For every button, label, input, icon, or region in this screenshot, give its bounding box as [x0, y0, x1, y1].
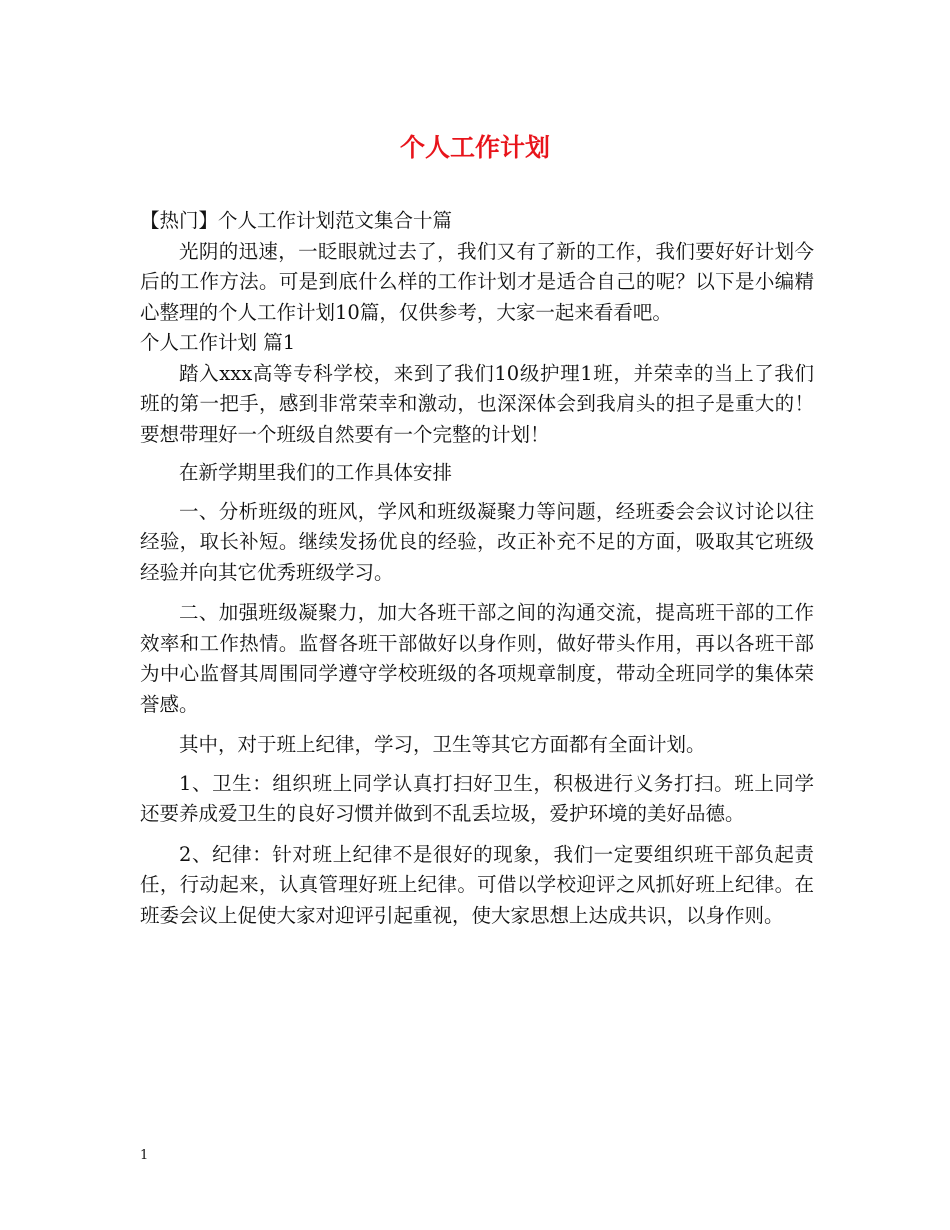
body-paragraph: 2、纪律：针对班上纪律不是很好的现象，我们一定要组织班干部负起责任，行动起来，认真管理好班上纪律。可借以学校迎评之风抓好班上纪律。在班委会议上促使大家对迎评引起重视，使大家思想上达成共识，以身作则。: [140, 842, 814, 927]
document-subtitle: 【热门】个人工作计划范文集合十篇: [140, 209, 453, 232]
body-paragraph: 一、分析班级的班风，学风和班级凝聚力等问题，经班委会会议讨论以往经验，取长补短。继续发扬优良的经验，改正补充不足的方面，吸取其它班级经验并向其它优秀班级学习。: [140, 499, 814, 584]
section-heading: 个人工作计划 篇1: [140, 331, 296, 354]
page-number: 1: [140, 1148, 149, 1163]
intro-paragraph: 光阴的迅速，一眨眼就过去了，我们又有了新的工作，我们要好好计划今后的工作方法。可是到底什么样的工作计划才是适合自己的呢？以下是小编精心整理的个人工作计划10篇，仅供参考，大家一起来看看吧。: [140, 239, 814, 324]
body-paragraph: 二、加强班级凝聚力，加大各班干部之间的沟通交流，提高班干部的工作效率和工作热情。监督各班干部做好以身作则，做好带头作用，再以各班干部为中心监督其周围同学遵守学校班级的各项规章制度，带动全班同学的集体荣誉感。: [140, 601, 814, 716]
body-paragraph: 在新学期里我们的工作具体安排: [179, 461, 453, 484]
body-paragraph: 1、卫生：组织班上同学认真打扫好卫生，积极进行义务打扫。班上同学还要养成爱卫生的良好习惯并做到不乱丢垃圾，爱护环境的美好品德。: [140, 771, 814, 825]
body-paragraph: 其中，对于班上纪律，学习，卫生等其它方面都有全面计划。: [179, 733, 706, 756]
document-body: [140, 206, 814, 931]
body-paragraph: 踏入xxx高等专科学校，来到了我们10级护理1班，并荣幸的当上了我们班的第一把手，感到非常荣幸和激动，也深深体会到我肩头的担子是重大的！要想带理好一个班级自然要有一个完整的计划！: [140, 361, 814, 446]
page-title: 个人工作计划: [399, 133, 550, 162]
